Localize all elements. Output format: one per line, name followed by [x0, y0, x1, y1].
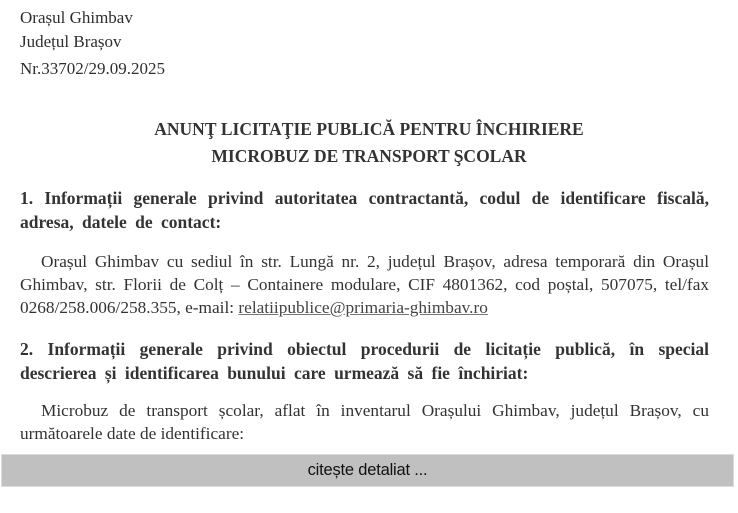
email-link[interactable]: relatiipublice@primaria-ghimbav.ro: [238, 298, 488, 317]
section-2-heading: 2. Informații generale privind obiectul procedurii de licitație publică, în special descrierea și identificarea bunului care urmează să fie închiriat:: [20, 339, 709, 383]
section-1-heading: 1. Informații generale privind autoritatea contractantă, codul de identificare fiscală, adresa, datele de contact:: [20, 188, 709, 232]
section-1-body-text: Orașul Ghimbav cu sediul în str. Lungă nr. 2, județul Brașov, adresa temporară din Orașul Ghimbav, str. Florii de Colț – Containere modulare, CIF 4801362, cod poștal, 507075, tel/fax 0268/258.006/258.355, e-mail:: [20, 252, 709, 317]
read-more-button[interactable]: [1, 454, 734, 487]
section-1-body: [20, 250, 709, 319]
read-more-label: citește detaliat ...: [307, 461, 428, 479]
header-county: Județul Brașov: [20, 32, 122, 51]
page-title-line-2: MICROBUZ DE TRANSPORT ŞCOLAR: [211, 146, 527, 166]
section-2-body: Microbuz de transport școlar, aflat în inventarul Orașului Ghimbav, județul Brașov, cu următoarele date de identificare:: [20, 401, 709, 443]
page-title-line-1: ANUNŢ LICITAŢIE PUBLICĂ PENTRU ÎNCHIRIERE: [154, 119, 584, 139]
registration-number: Nr.33702/29.09.2025: [20, 59, 165, 78]
header-city: Orașul Ghimbav: [20, 8, 133, 27]
